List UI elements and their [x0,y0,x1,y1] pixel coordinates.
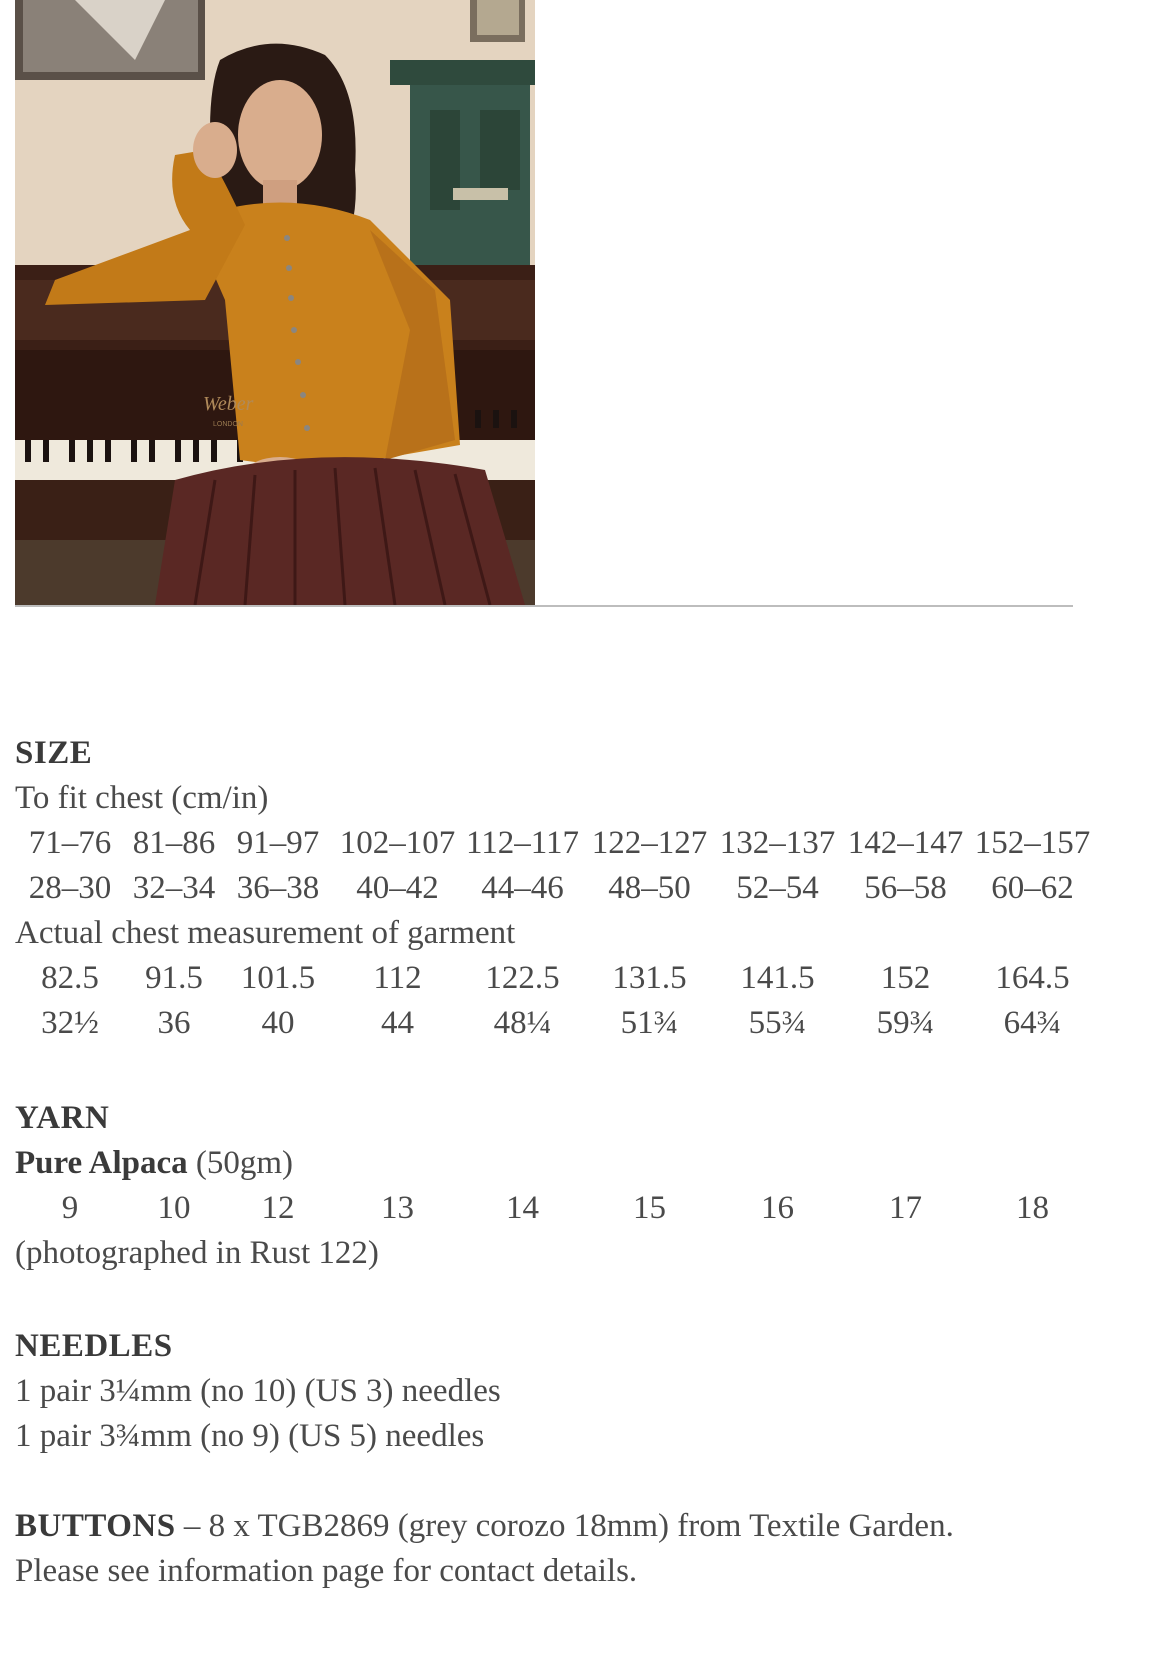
table-cell: 17 [889,1190,922,1226]
table-cell: 51¾ [620,1005,679,1041]
table-cell: 9 [61,1190,79,1226]
size-heading: SIZE [15,735,93,771]
table-cell: 102–107 [339,825,456,861]
table-cell: 40–42 [356,870,439,906]
yarn-weight: (50gm) [195,1145,294,1181]
table-cell: 142–147 [847,825,964,861]
photo-divider [15,605,1073,607]
table-cell: 152 [880,960,931,996]
table-cell: 10 [157,1190,191,1226]
table-cell: 32–34 [132,870,216,906]
table-cell: 28–30 [28,870,112,906]
table-cell: 101.5 [240,960,316,996]
table-cell: 91.5 [145,960,203,996]
table-cell: 55¾ [748,1005,807,1041]
table-cell: 164.5 [995,960,1070,996]
table-cell: 14 [506,1190,539,1226]
table-cell: 64¾ [1003,1005,1062,1041]
table-cell: 82.5 [41,960,99,996]
table-cell: 81–86 [132,825,216,861]
buttons-text: – 8 x TGB2869 (grey corozo 18mm) from Textile Garden. [175,1508,954,1544]
table-cell: 18 [1016,1190,1049,1226]
table-cell: 36 [157,1005,191,1041]
piano-logo-sub: LONDON [213,421,243,428]
table-cell: 48¼ [493,1005,552,1041]
model-photo [15,0,535,605]
table-cell: 44 [381,1005,414,1041]
table-cell: 44–46 [481,870,564,906]
table-cell: 60–62 [991,870,1074,906]
buttons-heading: BUTTONS [15,1508,176,1544]
table-cell: 15 [633,1190,666,1226]
actual-chest-label: Actual chest measurement of garment [15,915,516,951]
buttons-line [15,1508,954,1545]
yarn-note: (photographed in Rust 122) [15,1235,379,1271]
needles-heading: NEEDLES [15,1328,173,1364]
piano-logo: Weber [203,393,254,415]
table-cell: 16 [761,1190,794,1226]
table-cell: 56–58 [864,870,947,906]
yarn-heading: YARN [15,1100,110,1136]
table-cell: 12 [261,1190,295,1226]
yarn-name-line [15,1145,293,1182]
table-cell: 59¾ [876,1005,935,1041]
table-cell: 32½ [41,1005,99,1041]
table-cell: 52–54 [736,870,819,906]
table-cell: 141.5 [740,960,815,996]
table-cell: 36–38 [236,870,320,906]
table-cell: 152–157 [974,825,1091,861]
photo-illustration [15,0,535,605]
table-cell: 48–50 [608,870,691,906]
buttons-contact-line: Please see information page for contact details. [15,1553,638,1589]
table-cell: 131.5 [612,960,687,996]
table-cell: 13 [381,1190,414,1226]
table-cell: 71–76 [28,825,112,861]
fit-chest-label: To fit chest (cm/in) [15,780,269,816]
table-cell: 40 [261,1005,295,1041]
table-cell: 122.5 [485,960,560,996]
table-cell: 91–97 [236,825,320,861]
table-cell: 122–127 [591,825,708,861]
table-cell: 132–137 [719,825,836,861]
needles-line: 1 pair 3¼mm (no 10) (US 3) needles [15,1373,501,1409]
table-cell: 112 [373,960,422,996]
table-cell: 112–117 [465,825,580,861]
yarn-name: Pure Alpaca [15,1145,188,1181]
needles-line: 1 pair 3¾mm (no 9) (US 5) needles [15,1418,485,1454]
